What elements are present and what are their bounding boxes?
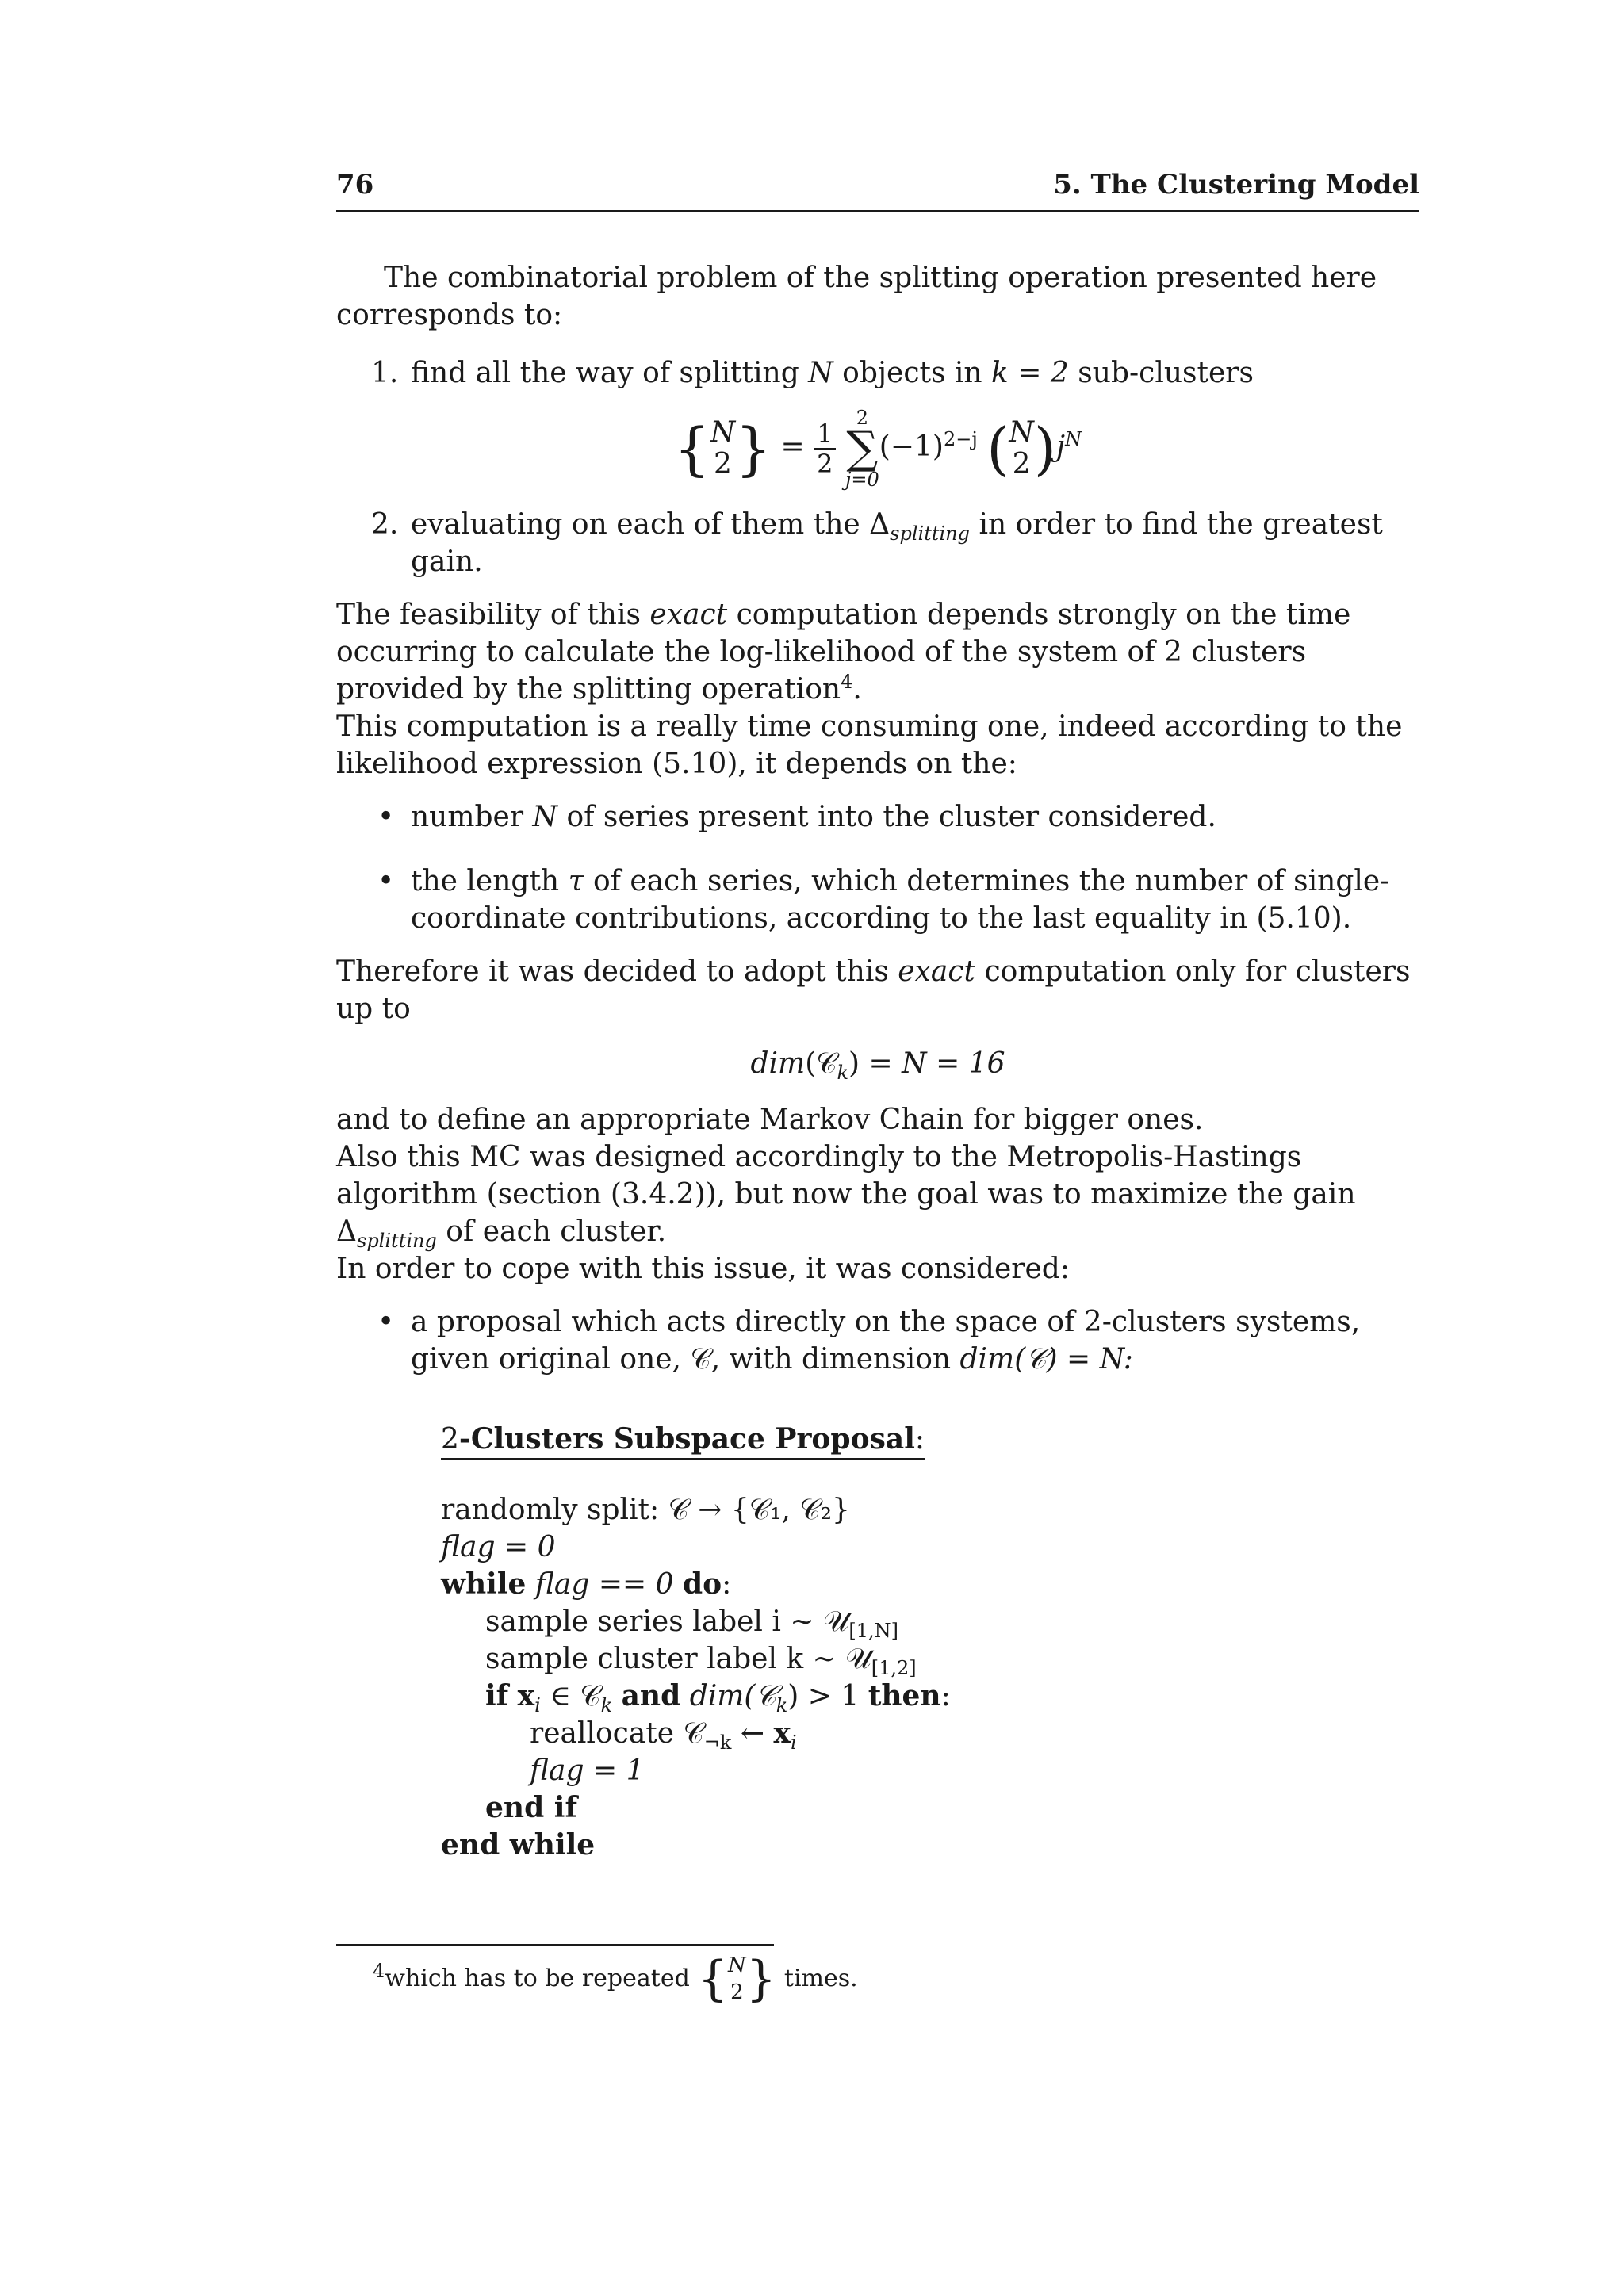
arrow: ← bbox=[740, 1717, 774, 1750]
text: of each series, which determines the number of single-coordinate contributions, according to the last equality in (5.10). bbox=[411, 865, 1390, 935]
keyword: and bbox=[621, 1679, 681, 1712]
math-symbol: Δ bbox=[869, 508, 891, 541]
text: . bbox=[852, 673, 862, 706]
math-var: τ bbox=[568, 865, 584, 897]
text: of series present into the cluster considered. bbox=[566, 801, 1216, 833]
math-cal: 𝒞 bbox=[816, 1047, 837, 1080]
binomial bbox=[1009, 417, 1034, 480]
algo-line: end while bbox=[441, 1828, 596, 1862]
denominator: 2 bbox=[817, 449, 833, 479]
math-term: (−1) bbox=[879, 430, 944, 463]
math-expr: ) > 1 bbox=[787, 1680, 860, 1712]
keyword: then bbox=[868, 1679, 941, 1712]
bullet-icon: • bbox=[377, 801, 395, 833]
math-vector: x bbox=[773, 1716, 791, 1750]
exponent: N bbox=[1065, 428, 1082, 450]
algorithm-box bbox=[336, 1421, 1419, 1864]
list-item bbox=[336, 506, 1419, 580]
summation bbox=[845, 408, 879, 490]
right-brace: } bbox=[735, 415, 772, 482]
algo-line bbox=[441, 1529, 1419, 1566]
bullet-icon: • bbox=[377, 865, 395, 897]
list-text: objects in bbox=[842, 357, 982, 389]
right-paren: ) bbox=[1033, 415, 1056, 482]
equals-sign: = bbox=[780, 430, 805, 463]
algo-line: randomly split: 𝒞 → {𝒞₁, 𝒞₂} bbox=[441, 1494, 850, 1526]
math-sub: splitting bbox=[357, 1230, 437, 1253]
math-var: N bbox=[710, 416, 736, 449]
list-text: find all the way of splitting bbox=[411, 357, 799, 389]
keyword: do bbox=[682, 1567, 722, 1601]
emphasis: exact bbox=[898, 955, 975, 988]
page bbox=[336, 166, 1419, 1864]
math-expr: flag = 1 bbox=[530, 1755, 645, 1787]
text: -Clusters Subspace Proposal bbox=[458, 1422, 915, 1456]
fraction bbox=[814, 419, 836, 478]
algo-line bbox=[441, 1603, 1419, 1643]
text: times. bbox=[783, 1965, 858, 1992]
math-expr: ∈ 𝒞 bbox=[550, 1680, 601, 1712]
stirling-symbol bbox=[710, 417, 736, 480]
math-num: 2 bbox=[730, 1980, 744, 2004]
math-num: 2 bbox=[714, 448, 732, 480]
text: number bbox=[411, 801, 524, 833]
text: sample cluster label k ∼ 𝒰 bbox=[485, 1643, 871, 1675]
keyword: if bbox=[485, 1679, 509, 1712]
intro-paragraph: The combinatorial problem of the splitting operation presented here corresponds to: bbox=[336, 262, 1377, 331]
sum-lower: j=0 bbox=[845, 469, 879, 491]
numbered-list-cont bbox=[336, 506, 1419, 580]
feasibility-paragraph bbox=[336, 596, 1419, 708]
list-item bbox=[336, 354, 1419, 392]
algo-line: end if bbox=[485, 1791, 577, 1824]
markov-line3: In order to cope with this issue, it was considered: bbox=[336, 1253, 1070, 1285]
math-sub: splitting bbox=[890, 522, 970, 545]
stirling-symbol bbox=[728, 1952, 746, 2006]
therefore-paragraph bbox=[336, 953, 1419, 1027]
text: a proposal which acts directly on the space of 2-clusters systems, given original one, bbox=[411, 1306, 1361, 1376]
text: 2 bbox=[441, 1423, 459, 1456]
math-sub: [1,N] bbox=[848, 1620, 898, 1643]
math-sub: k bbox=[600, 1694, 613, 1717]
bullet-list-b bbox=[336, 1303, 1419, 1378]
bullet-icon: • bbox=[377, 1306, 395, 1338]
math-symbol: Δ bbox=[336, 1215, 357, 1248]
sigma-icon: ∑ bbox=[846, 423, 879, 474]
left-paren: ( bbox=[986, 415, 1009, 482]
algo-line: while flag == 0 do: bbox=[441, 1567, 732, 1601]
text: computation only for clusters up to bbox=[336, 955, 1411, 1025]
math-var: j bbox=[1055, 430, 1066, 463]
footnote-mark: 4 bbox=[373, 1960, 385, 1982]
math-expr: flag == 0 bbox=[534, 1568, 674, 1601]
chapter-title: 5. The Clustering Model bbox=[1053, 169, 1419, 201]
list-item bbox=[336, 1303, 1419, 1378]
text: computation depends strongly on the time occurring to calculate the log-likelihood of the system of 2 clusters provided by the splitting operation bbox=[336, 599, 1351, 706]
page-header bbox=[336, 166, 1419, 212]
numbered-list bbox=[336, 354, 1419, 392]
text: : bbox=[914, 1423, 925, 1456]
list-item bbox=[336, 798, 1419, 836]
algo-line bbox=[441, 1715, 1419, 1755]
right-brace: } bbox=[745, 1951, 776, 2007]
math-sub: ¬k bbox=[703, 1732, 732, 1755]
list-text: evaluating on each of them the bbox=[411, 508, 860, 541]
left-brace: { bbox=[697, 1951, 728, 2007]
footnote bbox=[373, 1952, 858, 2006]
math-expr: flag = 0 bbox=[441, 1531, 556, 1563]
math-sub: k bbox=[837, 1062, 849, 1085]
page-number: 76 bbox=[336, 169, 374, 201]
list-text: sub-clusters bbox=[1078, 357, 1254, 389]
text: Therefore it was decided to adopt this bbox=[336, 955, 889, 988]
math-var: N bbox=[808, 357, 833, 389]
keyword: while bbox=[441, 1567, 527, 1601]
text: , with dimension bbox=[710, 1343, 952, 1376]
sum-upper: 2 bbox=[856, 407, 868, 429]
text: reallocate 𝒞 bbox=[530, 1717, 704, 1750]
algo-line: if $x_i$ ∈ 𝒞$_k$ and dim(𝒞$_k$) > 1 then: bbox=[485, 1679, 951, 1717]
list-number: 2. bbox=[371, 508, 399, 541]
markov-line2 bbox=[336, 1138, 1419, 1253]
math-sub: [1,2] bbox=[871, 1657, 917, 1680]
footnote-rule bbox=[336, 1944, 774, 1946]
math-num: 2 bbox=[1012, 448, 1031, 480]
math-expr: k = 2 bbox=[991, 357, 1069, 389]
paren: ( bbox=[805, 1047, 817, 1080]
left-brace: { bbox=[673, 415, 710, 482]
paren: ) bbox=[848, 1047, 860, 1080]
text: the length bbox=[411, 865, 560, 897]
algorithm-title bbox=[441, 1421, 925, 1460]
text: sample series label i ∼ 𝒰 bbox=[485, 1605, 849, 1638]
exponent: 2−j bbox=[943, 428, 978, 450]
bullet-list bbox=[336, 798, 1419, 937]
math-sub: k bbox=[776, 1694, 788, 1717]
list-text: in order to find the greatest gain. bbox=[411, 508, 1383, 578]
algo-line bbox=[441, 1752, 1419, 1789]
list-item bbox=[336, 863, 1419, 937]
math-cal: 𝒞 bbox=[690, 1343, 711, 1376]
footnote-mark: 4 bbox=[841, 671, 853, 693]
markov-line1: and to define an appropriate Markov Chain for bigger ones. bbox=[336, 1104, 1204, 1136]
text: The feasibility of this bbox=[336, 599, 641, 631]
math-expr: (𝒞) = N: bbox=[1014, 1343, 1133, 1376]
text: Also this MC was designed accordingly to the Metropolis-Hastings algorithm (section (3.4.2)), but now the goal was to maximize the gain bbox=[336, 1141, 1356, 1211]
emphasis: exact bbox=[649, 599, 728, 631]
algo-line bbox=[441, 1640, 1419, 1678]
dim-equation bbox=[336, 1045, 1419, 1085]
math-var: N bbox=[532, 801, 558, 833]
math-var: N bbox=[727, 1954, 746, 1977]
math-func: dim bbox=[750, 1047, 806, 1080]
math-expr: = N = 16 bbox=[860, 1047, 1005, 1080]
math-sub: i bbox=[790, 1732, 797, 1755]
consumption-paragraph: This computation is a really time consuming one, indeed according to the likelihood expression (5.10), it depends on the: bbox=[336, 710, 1403, 780]
math-vector: x bbox=[517, 1679, 535, 1712]
text: of each cluster. bbox=[446, 1215, 667, 1248]
math-sub: i bbox=[534, 1694, 541, 1717]
list-number: 1. bbox=[371, 357, 399, 389]
text: which has to be repeated bbox=[385, 1965, 690, 1992]
stirling-equation bbox=[336, 408, 1419, 490]
math-expr: dim(𝒞 bbox=[689, 1680, 776, 1712]
math-func: dim bbox=[959, 1343, 1015, 1376]
math-var: N bbox=[1009, 416, 1034, 449]
numerator: 1 bbox=[814, 419, 836, 450]
